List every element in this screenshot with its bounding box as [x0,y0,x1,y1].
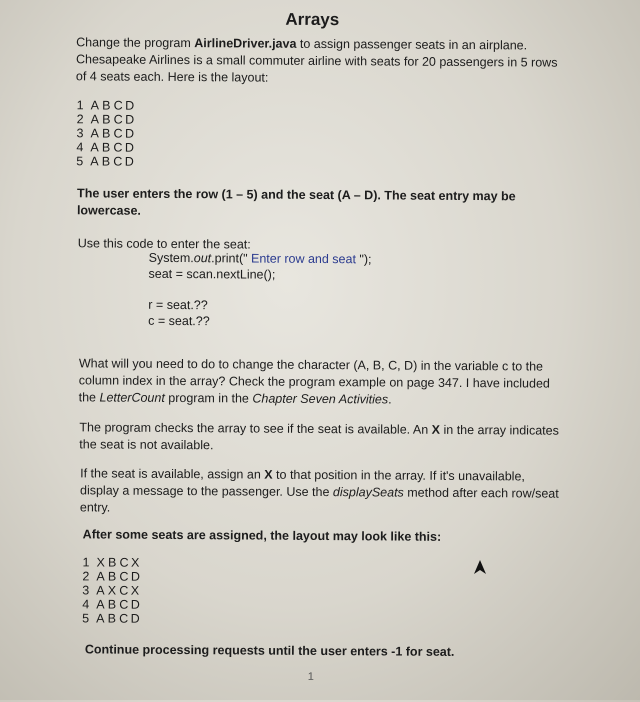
seat-cell: B [102,98,112,113]
seat-cell: B [107,569,117,584]
seat-row [82,611,142,625]
seat-cell: D [130,611,141,626]
continue-paragraph: Continue processing requests until the user enters -1 for seat. [84,642,455,659]
file-name: AirlineDriver.java [194,36,297,51]
seat-row [82,583,142,597]
user-enters-paragraph: The user enters the row (1 – 5) and the seat (A – D). The seat entry may be lowercase. [76,186,516,218]
page-title: Arrays [285,9,340,30]
seat-cell: X [130,555,140,570]
seat-cell: A [96,611,106,626]
seat-cell: A [90,112,100,127]
seat-cell: B [101,126,111,141]
seat-cell: D [124,140,135,155]
seat-cell: C [113,112,124,127]
mouse-pointer-icon [472,558,488,576]
row-number: 5 [82,611,90,626]
seat-cell: A [90,126,100,141]
row-number: 3 [76,126,85,141]
row-number: 1 [76,98,85,113]
seat-cell: A [96,569,106,584]
row-number: 3 [82,583,90,598]
change-character-paragraph: What will you need to do to change the character (A, B, C, D) in the variable c to the column index in the array? Check the program example on page 347. I have included the LetterCount program in the Chapter Seven Activities. [78,356,550,407]
seat-row [77,98,137,112]
seat-row [76,154,136,168]
seat-cell: B [107,597,117,612]
seat-row [77,112,137,126]
seat-cell: C [119,597,129,612]
seat-cell: D [130,597,141,612]
row-number: 5 [76,154,84,169]
seat-cell: D [125,112,135,127]
seat-cell: B [107,555,117,570]
code-intro: Use this code to enter the seat: [77,236,251,252]
seat-cell: C [119,583,129,598]
seat-row [76,126,136,140]
seat-cell: C [113,140,123,155]
seat-cell: B [107,611,117,626]
seat-row [82,597,142,611]
seat-cell: B [101,154,111,169]
seat-cell: C [113,154,123,169]
seat-cell: C [119,611,129,626]
seat-cell: X [130,583,140,598]
seat-cell: B [102,112,111,127]
seat-cell: X [96,555,106,570]
code-block: System.out.print(" Enter row and seat "); seat = scan.nextLine(); [148,250,372,282]
checks-array-paragraph: The program checks the array to see if the seat is available. An X in the array indicates the seat is not available. [79,420,559,453]
seat-row [82,569,142,583]
seat-cell: D [124,126,135,141]
seat-cell: A [90,98,100,113]
seat-cell: A [96,583,106,598]
seat-cell: D [124,154,135,169]
seat-cell: B [101,140,111,155]
seat-layout-initial [76,98,136,168]
seat-cell: X [107,583,117,598]
seat-cell: D [125,98,135,113]
seat-cell: C [113,126,124,141]
code-unknowns: r = seat.?? c = seat.?? [148,297,210,329]
row-number: 4 [76,140,84,155]
assign-seat-paragraph: If the seat is available, assign an X to that position in the array. If it's unavailable, display a message to the passenger. Use the displaySeats method after each row/seat entry. [79,466,559,515]
page-number: 1 [307,670,314,683]
after-assigned-heading: After some seats are assigned, the layout may look like this: [82,527,442,544]
seat-cell: C [113,98,124,113]
seat-cell: A [90,140,100,155]
row-number: 2 [76,112,85,127]
row-number: 1 [82,555,91,570]
seat-cell: A [96,597,106,612]
seat-cell: C [119,555,130,570]
seat-row [82,555,142,569]
row-number: 4 [82,597,90,612]
seat-row [76,140,136,154]
intro-paragraph: Change the program AirlineDriver.java to assign passenger seats in an airplane. Chesapeake Airlines is a small commuter airline with seats for 20 passengers in 5 rows of 4 seats each. Here is the layout: [75,35,558,85]
seat-cell: C [119,569,129,584]
seat-cell: D [130,569,141,584]
seat-layout-assigned [82,555,142,625]
seat-cell: A [90,154,100,169]
row-number: 2 [82,569,90,584]
